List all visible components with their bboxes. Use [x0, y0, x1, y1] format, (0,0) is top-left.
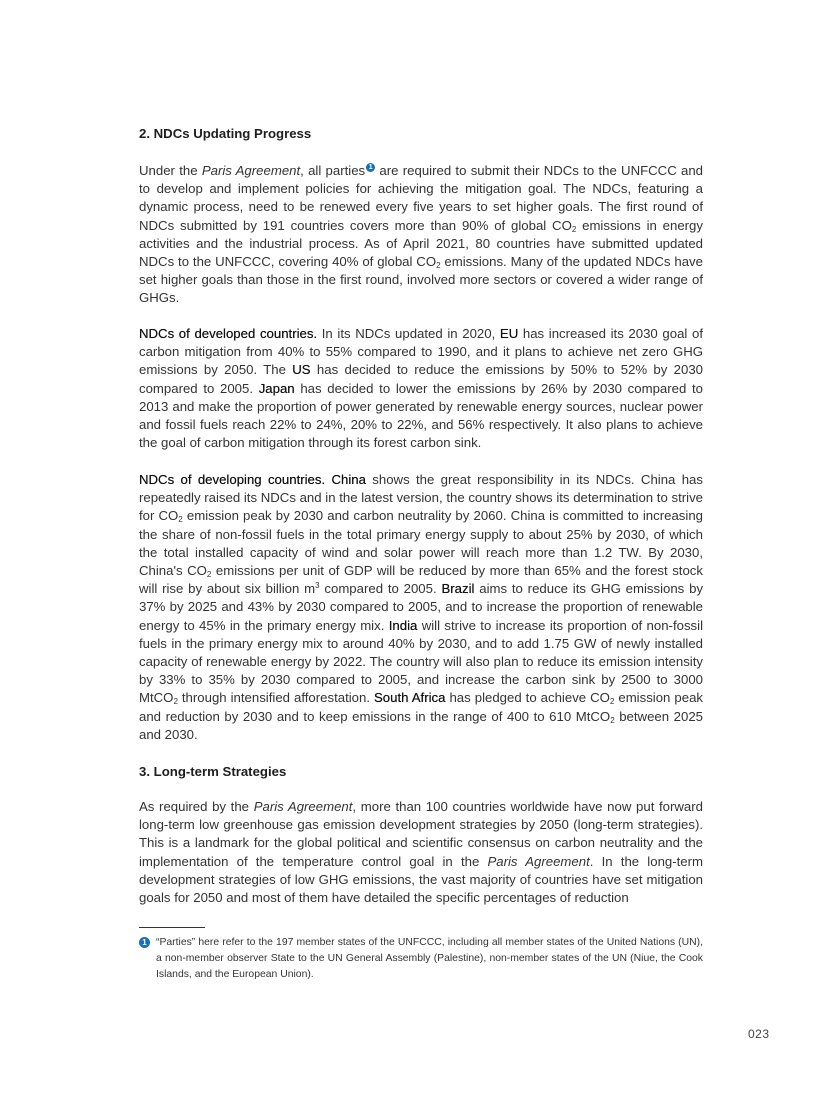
footnote-divider [139, 927, 205, 928]
footnote [139, 935, 703, 983]
section-2-heading: 2. NDCs Updating Progress [139, 126, 312, 141]
footnote-text: “Parties” here refer to the 197 member states of the UNFCCC, including all member states of the United Nations (UN), a non-member observer State to the UN General Assembly (Palestine), non-member states of the UN (Niue, the Cook Islands, and the European Union). [156, 937, 703, 980]
section-3-paragraph-1: As required by the Paris Agreement, more than 100 countries worldwide have now put forward long-term low greenhouse gas emission development strategies by 2050 (long-term strategies). This is a landmark for the global political and scientific consensus on carbon neutrality and the implementation of the temperature control goal in the Paris Agreement. In the long-term development strategies of low GHG emissions, the vast majority of countries have set mitigation goals for 2050 and most of them have detailed the specific percentages of reduction [139, 799, 704, 906]
section-2-paragraph-developing: NDCs of developing countries. China shows the great responsibility in its NDCs. China has repeatedly raised its NDCs and in the latest version, the country shows its determination to strive for $CO_2$ emission peak by 2030 and carbon neutrality by 2060. China is committed to increasing the share of non-fossil fuels in the total primary energy supply to about 25% by 2030, of which the total installed capacity of wind and solar power will reach more than 1.2 TW. By 2030, China's $CO_2$ emissions per unit of GDP will be reduced by more than 65% and the forest stock will rise by about six billion $m^3$ compared to 2005. Brazil aims to reduce its GHG emissions by 37% by 2025 and 43% by 2030 compared to 2005, and to increase the proportion of renewable energy to 45% in the primary energy mix. India will strive to increase its proportion of non-fossil fuels in the primary energy mix to around 40% by 2030, and to add 1.75 GW of newly installed capacity of renewable energy by 2022. The country will also plan to reduce its emission intensity by 33% to 35% by 2030 compared to 2005, and increase the carbon sink by 2500 to 3000 MtCO$_2$ through intensified afforestation. South Africa has pledged to achieve $CO_2$ emission peak and reduction by 2030 and to keep emissions in the range of 400 to 610 MtCO$_2$ between 2025 and 2030. [139, 472, 703, 742]
section-3-heading: 3. Long-term Strategies [139, 764, 287, 779]
footnote-ref-icon[interactable]: 1 [366, 163, 375, 172]
section-2-paragraph-1: Under the Paris Agreement, all parties 1 are required to submit their NDCs to the UNFCCC and to develop and implement policies for achieving the mitigation goal. The NDCs, featuring a dynamic process, need to be renewed every five years to set higher goals. The first round of NDCs submitted by 191 countries covers more than 90% of global $CO_2$ emissions in energy activities and the industrial process. As of April 2021, 80 countries have submitted updated NDCs to the UNFCCC, covering 40% of global $CO_2$ emissions. Many of the updated NDCs have set higher goals than those in the first round, involved more sectors or covered a wider range of GHGs. [139, 163, 703, 306]
page-number: 023 [748, 1027, 770, 1041]
footnote-marker-icon: 1 [139, 937, 150, 948]
section-2-paragraph-developed: NDCs of developed countries. In its NDCs updated in 2020, EU has increased its 2030 goal of carbon mitigation from 40% to 55% compared to 1990, and it plans to achieve net zero GHG emissions by 2050. The US has decided to reduce the emissions by 50% to 52% by 2030 compared to 2005. Japan has decided to lower the emissions by 26% by 2030 compared to 2013 and make the proportion of power generated by renewable energy sources, nuclear power and fossil fuels reach 22% to 24%, 20% to 22%, and 56% respectively. It also plans to achieve the goal of carbon mitigation through its forest carbon sink. [139, 326, 704, 451]
